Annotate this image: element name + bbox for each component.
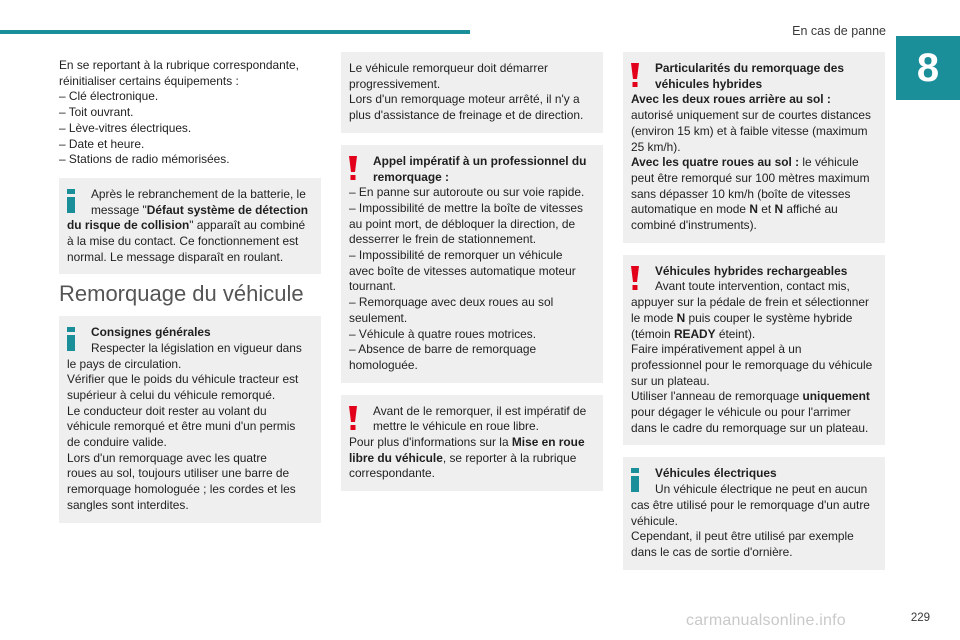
list-item: – Remorquage avec deux roues au sol xyxy=(349,295,554,310)
gear-mode: N xyxy=(676,310,686,325)
section-heading: Remorquage du véhicule xyxy=(59,281,304,307)
text-line: pour dégager le véhicule ou pour l'arrimer xyxy=(631,405,851,420)
list-item: – Lève-vitres électriques. xyxy=(59,120,192,135)
plugin-hybrid-box xyxy=(623,255,885,446)
list-item: – En panne sur autoroute ou sur voie rapide. xyxy=(349,185,585,200)
text-run: " apparaît au combiné xyxy=(189,218,306,233)
warning-icon xyxy=(631,266,645,294)
box-title: Véhicules électriques xyxy=(655,466,777,481)
text-run: et xyxy=(757,202,775,217)
text-line: sans dépasser 10 km/h (boîte de vitesses xyxy=(631,186,851,201)
text-line: Vérifier que le poids du véhicule tracteur est xyxy=(67,372,299,387)
text-line: professionnel pour le remorquage du véhicule xyxy=(631,357,873,372)
emphasis: uniquement xyxy=(802,389,870,404)
text-line: normal. Le message disparaît en roulant. xyxy=(67,249,284,264)
header-accent-bar xyxy=(0,30,470,34)
text-line: dans le cas de sortie d'ornière. xyxy=(631,544,793,559)
box-title: Appel impératif à un professionnel du xyxy=(373,153,587,168)
electric-vehicles-box xyxy=(623,457,885,569)
info-icon xyxy=(67,327,81,355)
professional-warning-box xyxy=(341,145,603,383)
text-line: (environ 15 km) et à faible vitesse (maximum xyxy=(631,123,868,138)
box-title: Consignes générales xyxy=(91,325,211,340)
general-instructions-box xyxy=(59,316,321,522)
text-line: Un véhicule électrique ne peut en aucun xyxy=(655,482,868,497)
text-line: véhicule remorqué et être muni d'un permis xyxy=(67,419,296,434)
text-line: combiné d'instruments). xyxy=(631,218,757,233)
text-line: avec boîte de vitesses automatique moteur xyxy=(349,263,576,278)
info-icon xyxy=(631,468,645,496)
text-line: progressivement. xyxy=(349,76,441,91)
text-line: Faire impérativement appel à un xyxy=(631,342,802,357)
chapter-tab: 8 xyxy=(896,36,960,100)
text-line: à la mise du contact. Ce fonctionnement est xyxy=(67,234,299,249)
text-run: éteint). xyxy=(715,326,756,341)
text-line: En se reportant à la rubrique correspondante, xyxy=(59,58,299,72)
info-icon xyxy=(67,189,81,217)
text-line: autorisé uniquement sur de courtes distances xyxy=(631,108,871,123)
text-line: Le véhicule remorqueur doit démarrer xyxy=(349,61,548,75)
text-line: mettre le véhicule en roue libre. xyxy=(373,419,539,434)
list-item: – Date et heure. xyxy=(59,136,145,151)
towing-start-box xyxy=(341,52,603,133)
text-line: Cependant, il peut être utilisé par exemple xyxy=(631,529,854,544)
warning-icon xyxy=(349,406,363,434)
text-line: correspondante. xyxy=(349,466,435,481)
text-run: (témoin xyxy=(631,326,674,341)
subheading: Avec les deux roues arrière au sol : xyxy=(631,92,831,107)
text-line: sangles sont interdites. xyxy=(67,497,189,512)
text-line: roues au sol, toujours utiliser une barre de xyxy=(67,466,290,481)
text-line: desserrer le frein de stationnement. xyxy=(349,232,537,247)
message-name: Défaut système de détection xyxy=(146,202,309,217)
text-run: le véhicule xyxy=(799,155,859,170)
text-line: cas être utilisé pour le remorquage d'un autre xyxy=(631,497,870,512)
text-line: sur un plateau. xyxy=(631,373,710,388)
text-line: homologuée. xyxy=(349,357,418,372)
text-line: tournant. xyxy=(349,279,396,294)
reset-list xyxy=(59,58,321,168)
list-item: – Véhicule à quatre roues motrices. xyxy=(349,326,537,341)
cross-reference: libre du véhicule xyxy=(349,450,443,465)
box-title: Véhicules hybrides rechargeables xyxy=(655,263,848,278)
page-number: 229 xyxy=(910,612,930,624)
text-line: Lors d'un remorquage avec les quatre xyxy=(67,450,267,465)
box-title: véhicules hybrides xyxy=(655,76,763,91)
text-line: dans le cadre du remorquage sur un plateau. xyxy=(631,420,869,435)
text-run: message " xyxy=(91,202,147,217)
warning-icon xyxy=(631,63,645,91)
text-run: Pour plus d'informations sur la xyxy=(349,435,512,450)
text-line: Le conducteur doit rester au volant du xyxy=(67,403,267,418)
hybrid-towing-box xyxy=(623,52,885,243)
list-item: – Toit ouvrant. xyxy=(59,105,134,120)
text-run: , se reporter à la rubrique xyxy=(442,450,577,465)
text-line: véhicule. xyxy=(631,513,678,528)
text-line: peut être remorqué sur 100 mètres maximum xyxy=(631,170,870,185)
text-run: Utiliser l'anneau de remorquage xyxy=(631,389,803,404)
text-line: Avant de le remorquer, il est impératif de xyxy=(373,403,587,418)
text-run: le mode xyxy=(631,310,677,325)
section-title: En cas de panne xyxy=(792,24,886,38)
cross-reference: Mise en roue xyxy=(511,435,585,450)
text-line: de conduire valide. xyxy=(67,435,167,450)
gear-mode: N xyxy=(749,202,758,217)
text-line: plus d'assistance de freinage et de direction. xyxy=(349,108,584,123)
text-line: Après le rebranchement de la batterie, le xyxy=(91,186,306,201)
text-line: Avant toute intervention, contact mis, xyxy=(655,279,850,294)
column-1 xyxy=(59,52,321,535)
list-item: – Absence de barre de remorquage xyxy=(349,342,537,357)
box-title: remorquage : xyxy=(373,169,449,184)
indicator-name: READY xyxy=(673,326,716,341)
warning-icon xyxy=(349,156,363,184)
list-item: – Impossibilité de remorquer un véhicule xyxy=(349,248,563,263)
text-line: Respecter la législation en vigueur dans xyxy=(91,340,302,355)
freewheel-warning-box xyxy=(341,395,603,492)
column-3 xyxy=(623,52,885,582)
gear-mode: N xyxy=(774,202,784,217)
text-line: appuyer sur la pédale de frein et sélectionner xyxy=(631,295,869,310)
column-2 xyxy=(341,52,603,503)
text-line: remorquage homologuée ; les cordes et les xyxy=(67,482,296,497)
subheading: Avec les quatre roues au sol : xyxy=(631,155,800,170)
text-run: affiché au xyxy=(783,202,838,217)
list-item: – Clé électronique. xyxy=(59,89,159,104)
battery-info-box xyxy=(59,178,321,275)
message-name: du risque de collision xyxy=(67,218,190,233)
list-item: – Impossibilité de mettre la boîte de vitesses xyxy=(349,200,583,215)
text-run: puis couper le système hybride xyxy=(685,310,853,325)
text-line: au point mort, de débloquer la direction, de xyxy=(349,216,576,231)
text-line: 25 km/h). xyxy=(631,139,681,154)
text-run: automatique en mode xyxy=(631,202,750,217)
text-line: réinitialiser certains équipements : xyxy=(59,73,239,88)
box-title: Particularités du remorquage des xyxy=(655,61,844,75)
text-line: supérieur à celui du véhicule remorqué. xyxy=(67,387,276,402)
text-line: seulement. xyxy=(349,310,408,325)
watermark: carmanualsonline.info xyxy=(686,612,846,629)
text-line: Lors d'un remorquage moteur arrêté, il n'y a xyxy=(349,92,580,107)
list-item: – Stations de radio mémorisées. xyxy=(59,152,230,167)
text-line: le pays de circulation. xyxy=(67,356,182,371)
